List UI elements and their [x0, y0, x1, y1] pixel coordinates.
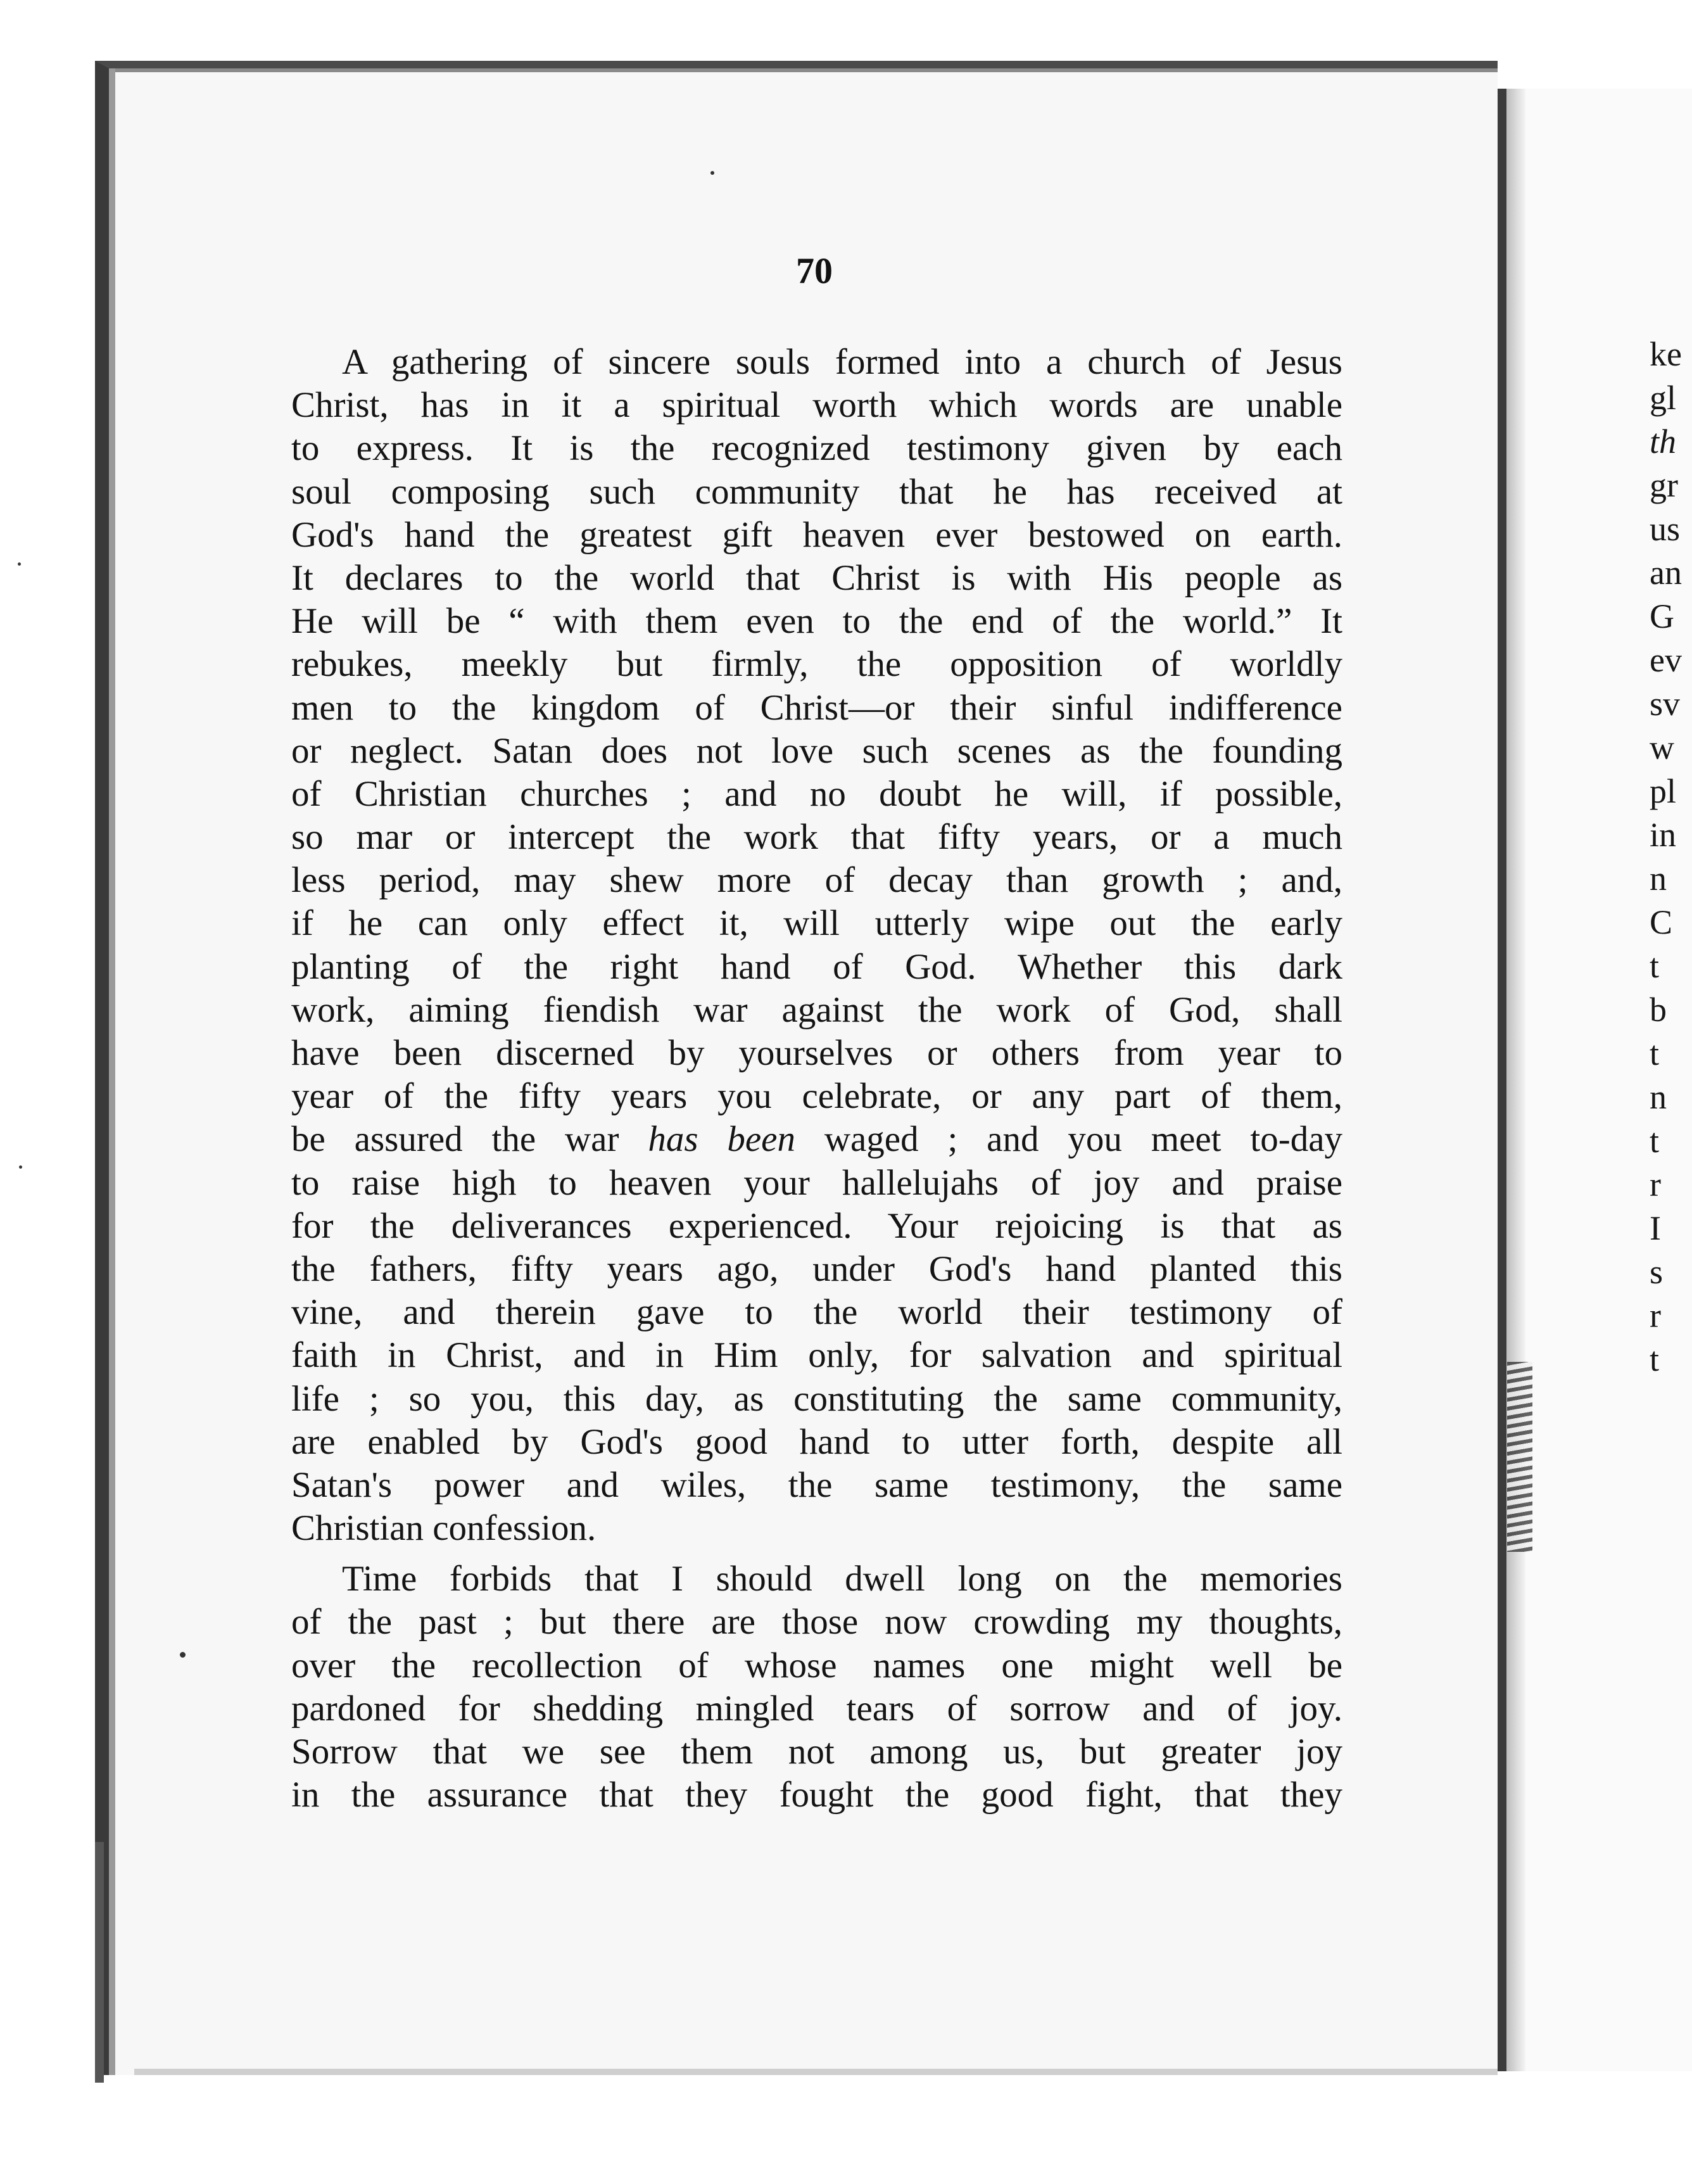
page-bottom-edge [134, 2069, 1498, 2075]
speckle [180, 1652, 186, 1658]
text-line: A gathering of sincere souls formed into a church of Jesus [342, 342, 1342, 382]
text-line: to express. It is the recognized testimony given by each [291, 428, 1342, 469]
text-line: soul composing such community that he has received at [291, 471, 1342, 512]
text-line: Time forbids that I should dwell long on the memories [342, 1559, 1342, 1599]
facing-fragment: pl [1650, 772, 1677, 810]
italic-run: has been [648, 1119, 795, 1160]
facing-fragment: C [1650, 903, 1673, 941]
facing-fragment: n [1650, 860, 1667, 898]
text-line: of Christian churches ; and no doubt he will, if possible, [291, 773, 1342, 814]
text-line: so mar or intercept the work that fifty years, or a much [291, 817, 1342, 858]
text-line: year of the fifty years you celebrate, or any part of them, [291, 1076, 1342, 1117]
text-line: have been discerned by yourselves or others from year to [291, 1033, 1342, 1073]
text-line: the fathers, fifty years ago, under God's hand planted this [291, 1248, 1342, 1289]
facing-fragment: in [1650, 816, 1677, 854]
body-text [291, 341, 1342, 1817]
page-number: 70 [796, 250, 833, 291]
facing-fragment: t [1650, 1340, 1660, 1378]
facing-fragment: r [1650, 1297, 1661, 1335]
text-line: are enabled by God's good hand to utter forth, despite all [291, 1421, 1342, 1462]
facing-fragment: t [1650, 1122, 1660, 1160]
text-line: in the assurance that they fought the good fight, that they [291, 1775, 1342, 1815]
facing-fragment: an [1650, 554, 1682, 592]
text-line: pardoned for shedding mingled tears of sorrow and of joy. [291, 1688, 1342, 1729]
text-line: Christ, has in it a spiritual worth which words are unable [291, 385, 1342, 426]
facing-fragment: gl [1650, 379, 1677, 417]
text-line: for the deliverances experienced. Your rejoicing is that as [291, 1205, 1342, 1246]
text-line: Satan's power and wiles, the same testimony, the same [291, 1464, 1342, 1505]
facing-fragment: r [1650, 1165, 1661, 1203]
text-line: Sorrow that we see them not among us, but greater joy [291, 1732, 1342, 1772]
facing-fragment: w [1650, 728, 1674, 766]
text-line: planting of the right hand of God. Whether this dark [291, 946, 1342, 987]
speckle [710, 171, 714, 175]
text-line: God's hand the greatest gift heaven ever bestowed on earth. [291, 514, 1342, 555]
text-line: over the recollection of whose names one might well be [291, 1645, 1342, 1686]
text-line: He will be “ with them even to the end of the world.” It [291, 601, 1342, 642]
facing-fragment: ke [1650, 335, 1682, 373]
torn-edge [1507, 1362, 1532, 1552]
text-line: less period, may shew more of decay than growth ; and, [291, 860, 1342, 901]
text-line: vine, and therein gave to the world their testimony of [291, 1292, 1342, 1333]
text-line: Christian confession. [291, 1508, 597, 1549]
text-line: if he can only effect it, will utterly wipe out the early [291, 903, 1342, 944]
text-line: faith in Christ, and in Him only, for salvation and spiritual [291, 1335, 1342, 1376]
facing-fragment: s [1650, 1253, 1664, 1291]
text-line: men to the kingdom of Christ—or their sinful indifference [291, 687, 1342, 728]
paragraph-1 [291, 341, 1342, 1550]
speckle [18, 562, 21, 566]
text-line: life ; so you, this day, as constituting the same community, [291, 1378, 1342, 1419]
speckle [19, 1165, 22, 1169]
facing-fragment: us [1650, 510, 1681, 548]
text-line: It declares to the world that Christ is with His people as [291, 557, 1342, 598]
text-run: be assured the war [291, 1119, 648, 1160]
gutter-shadow [1506, 89, 1525, 2071]
facing-fragment: gr [1650, 466, 1678, 504]
text-line: of the past ; but there are those now crowding my thoughts, [291, 1602, 1342, 1642]
facing-fragment: th [1650, 422, 1677, 460]
facing-fragment: b [1650, 991, 1667, 1029]
facing-fragment: n [1650, 1078, 1667, 1116]
facing-fragment: t [1650, 947, 1660, 985]
text-line: rebukes, meekly but firmly, the opposition of worldly [291, 644, 1342, 685]
book-gutter [1498, 89, 1506, 2071]
text-line: or neglect. Satan does not love such scenes as the founding [291, 730, 1342, 771]
text-run: waged ; and you meet to-day [795, 1119, 1342, 1160]
paragraph-gap [291, 1550, 1342, 1558]
text-line: to raise high to heaven your hallelujahs of joy and praise [291, 1162, 1342, 1203]
facing-fragment: sv [1650, 685, 1681, 723]
facing-fragment: t [1650, 1034, 1660, 1072]
paragraph-2 [291, 1558, 1342, 1817]
text-line-with-italic [291, 1118, 1342, 1161]
facing-fragment: G [1650, 597, 1674, 635]
text-line: work, aiming fiendish war against the work of God, shall [291, 989, 1342, 1030]
facing-fragment: ev [1650, 641, 1682, 679]
facing-fragment: I [1650, 1209, 1661, 1247]
